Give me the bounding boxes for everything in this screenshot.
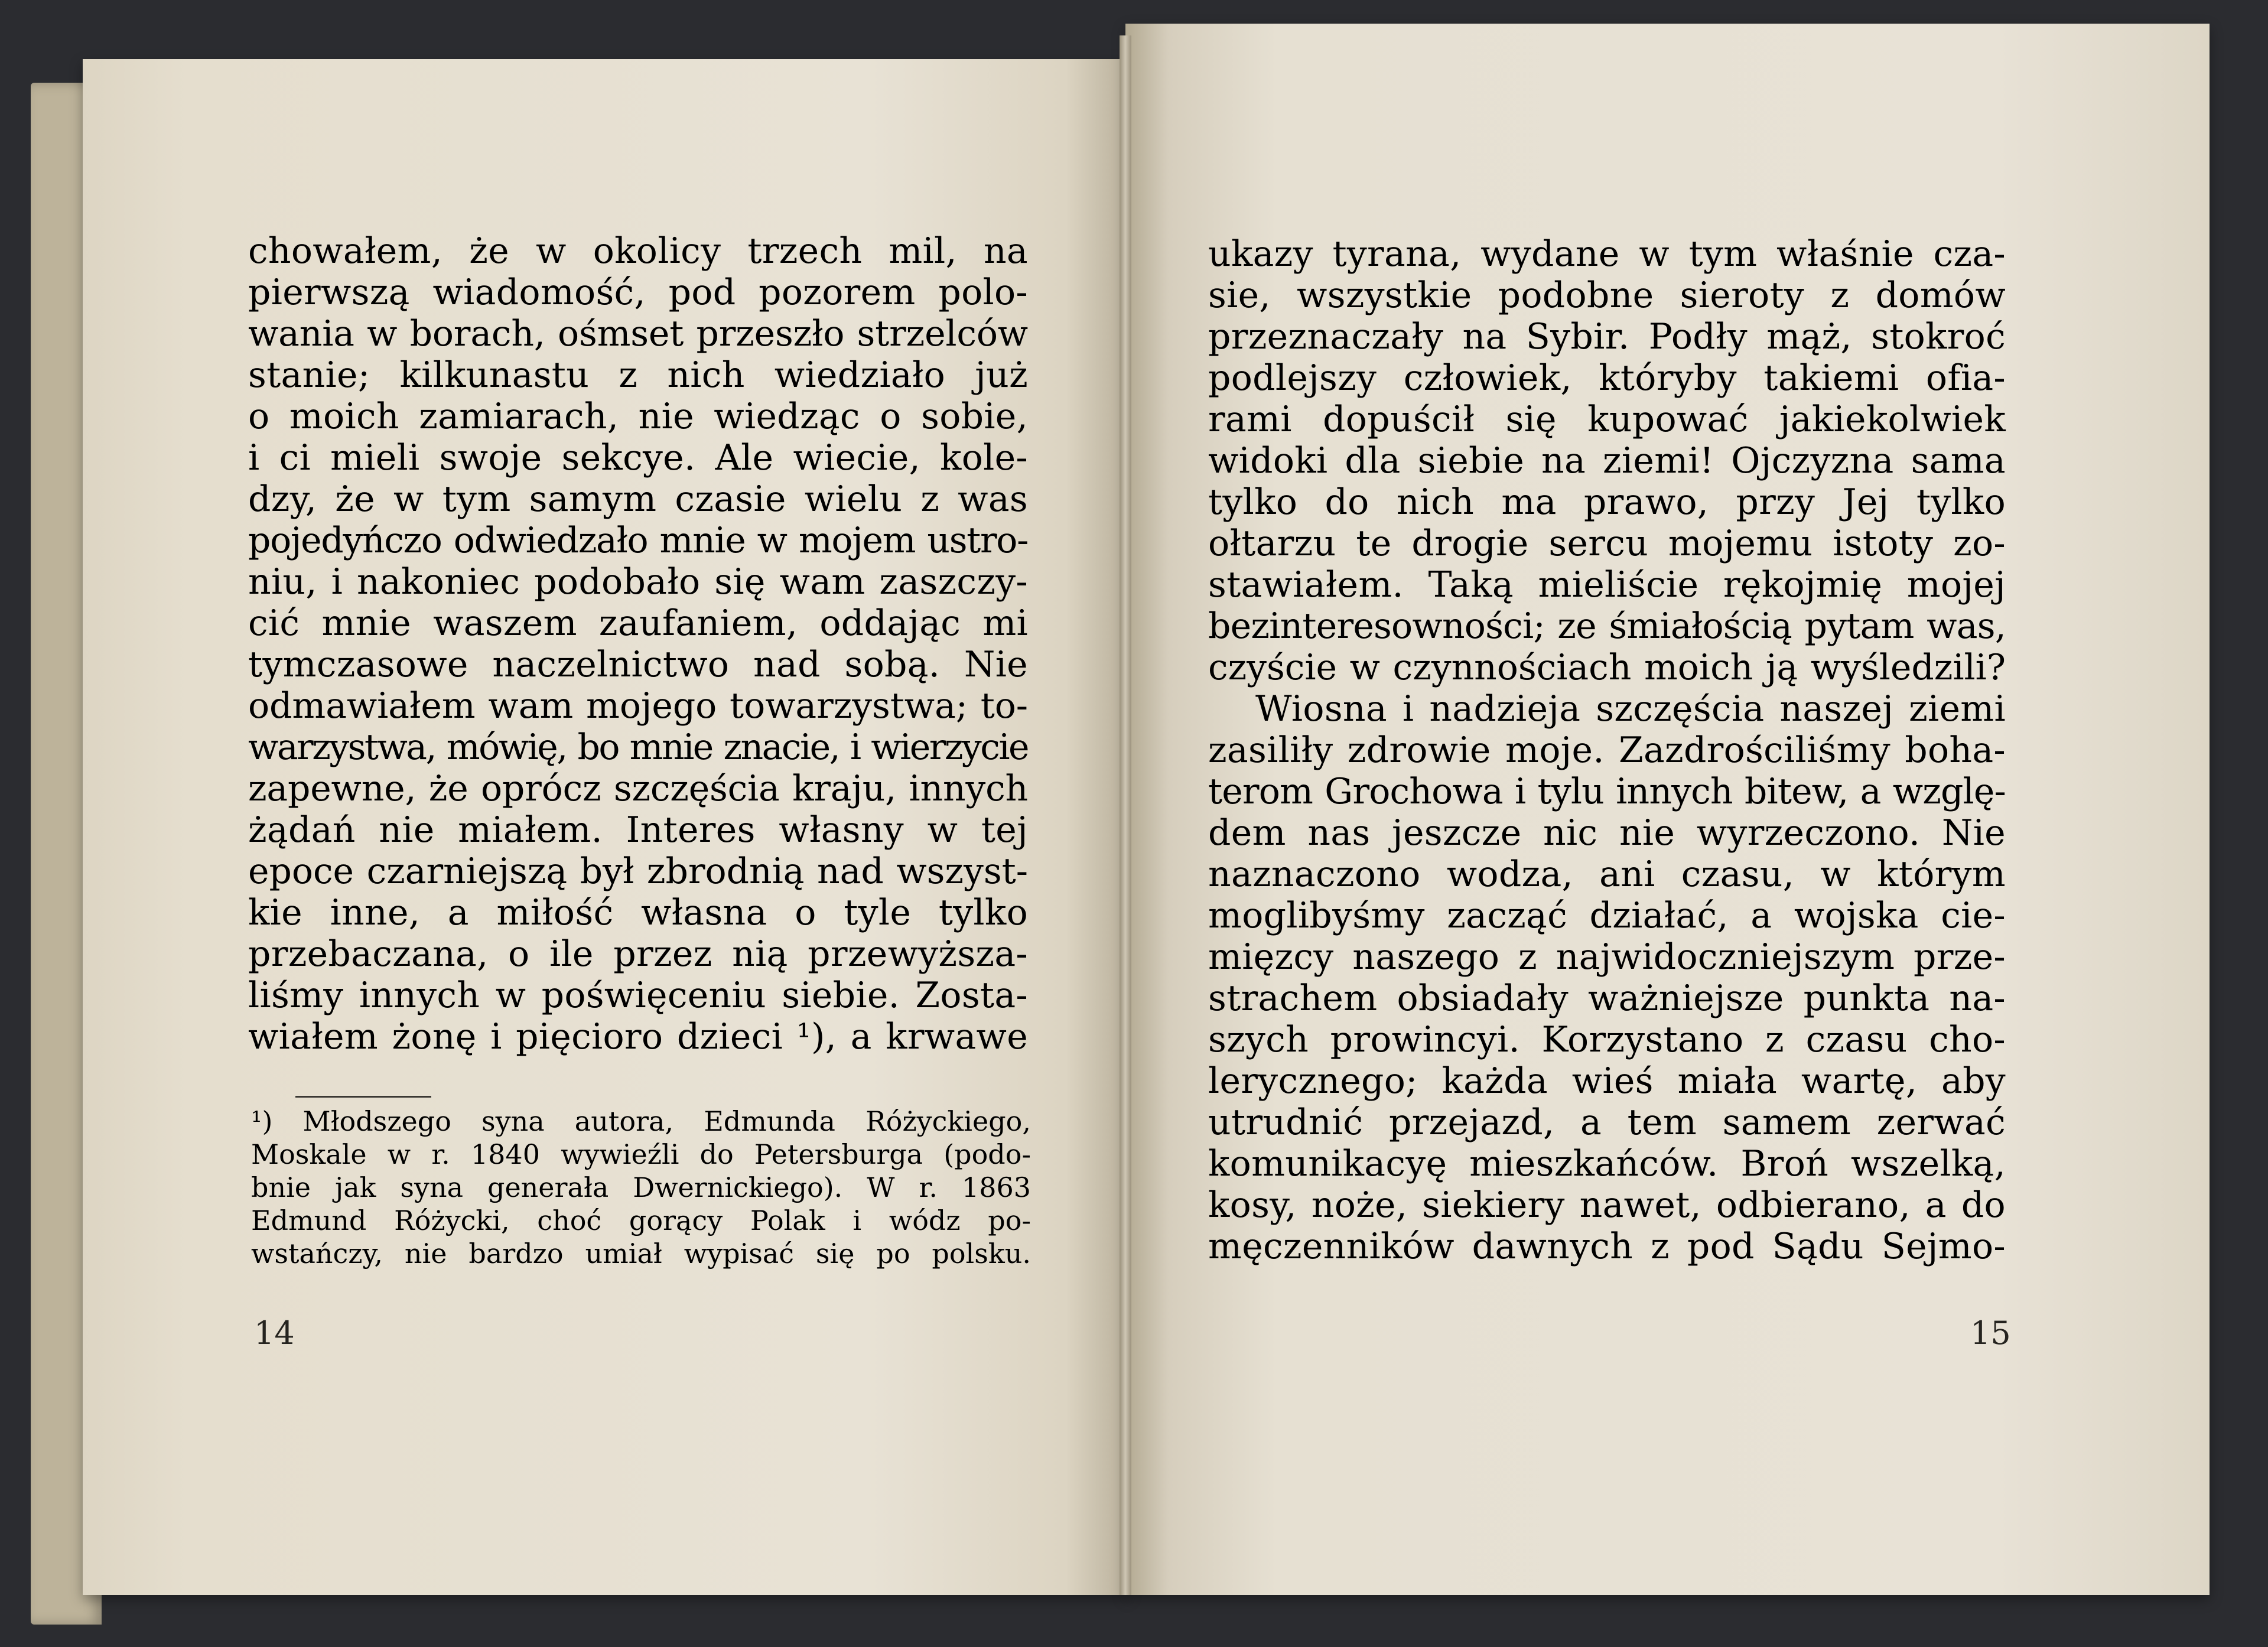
text-line: cić mnie waszem zaufaniem, oddając mi bbox=[248, 603, 1028, 644]
text-line: tylko do nich ma prawo, przy Jej tylko bbox=[1208, 481, 2006, 523]
text-line: utrudnić przejazd, a tem samem zerwać bbox=[1208, 1102, 2006, 1143]
footnote-line: Edmund Różycki, choć gorący Polak i wódz po- bbox=[251, 1205, 1031, 1236]
text-line: przeznaczały na Sybir. Podły mąż, stokroć bbox=[1208, 316, 2006, 357]
text-line: bezinteresowności; ze śmiałością pytam was, bbox=[1208, 606, 2006, 647]
text-line: liśmy innych w poświęceniu siebie. Zosta- bbox=[248, 975, 1028, 1016]
text-line: zapewne, że oprócz szczęścia kraju, innych bbox=[248, 768, 1028, 809]
text-line: kosy, noże, siekiery nawet, odbierano, a do bbox=[1208, 1184, 2006, 1226]
text-line: tymczasowe naczelnictwo nad sobą. Nie bbox=[248, 644, 1028, 685]
text-line: dzy, że w tym samym czasie wielu z was bbox=[248, 479, 1028, 520]
text-line: mięzcy naszego z najwidoczniejszym prze- bbox=[1208, 936, 2006, 978]
text-line: stawiałem. Taką mieliście rękojmię mojej bbox=[1208, 564, 2006, 606]
text-line: strachem obsiadały ważniejsze punkta na- bbox=[1208, 978, 2006, 1019]
text-line: ukazy tyrana, wydane w tym właśnie cza- bbox=[1208, 233, 2006, 275]
book-gutter bbox=[1120, 35, 1131, 1595]
footnote-line: Moskale w r. 1840 wywieźli do Petersburga (podo- bbox=[251, 1138, 1031, 1170]
footnote-divider bbox=[295, 1096, 431, 1098]
text-line: i ci mieli swoje sekcye. Ale wiecie, kole- bbox=[248, 437, 1028, 479]
text-line: dem nas jeszcze nic nie wyrzeczono. Nie bbox=[1208, 812, 2006, 854]
text-line: kie inne, a miłość własna o tyle tylko bbox=[248, 892, 1028, 933]
text-line: wania w borach, ośmset przeszło strzelców bbox=[248, 313, 1028, 354]
text-line: o moich zamiarach, nie wiedząc o sobie, bbox=[248, 396, 1028, 437]
text-line: moglibyśmy zacząć działać, a wojska cie- bbox=[1208, 895, 2006, 936]
text-line: męczenników dawnych z pod Sądu Sejmo- bbox=[1208, 1226, 2006, 1267]
text-line: przebaczana, o ile przez nią przewyższa- bbox=[248, 933, 1028, 975]
left-page-body-text bbox=[248, 230, 1028, 1057]
text-line: wiałem żonę i pięcioro dzieci ¹), a krwawe bbox=[248, 1016, 1028, 1057]
text-line: pojedyńczo odwiedzało mnie w mojem ustro- bbox=[248, 520, 1028, 561]
left-page-number: 14 bbox=[254, 1314, 295, 1352]
footnote-line: wstańczy, nie bardzo umiał wypisać się po polsku. bbox=[251, 1238, 1031, 1270]
text-line: rami dopuścił się kupować jakiekolwiek bbox=[1208, 399, 2006, 440]
text-line: epoce czarniejszą był zbrodnią nad wszyst- bbox=[248, 851, 1028, 892]
text-line: pierwszą wiadomość, pod pozorem polo- bbox=[248, 272, 1028, 313]
footnote bbox=[251, 1105, 1031, 1270]
text-line: niu, i nakoniec podobało się wam zaszczy- bbox=[248, 561, 1028, 603]
text-line: chowałem, że w okolicy trzech mil, na bbox=[248, 230, 1028, 272]
text-line: stanie; kilkunastu z nich wiedziało już bbox=[248, 354, 1028, 396]
footnote-line: bnie jak syna generała Dwernickiego). W r. 1863 bbox=[251, 1171, 1031, 1203]
text-line: komunikacyę mieszkańców. Broń wszelką, bbox=[1208, 1143, 2006, 1184]
text-line: żądań nie miałem. Interes własny w tej bbox=[248, 809, 1028, 851]
text-line: sie, wszystkie podobne sieroty z domów bbox=[1208, 275, 2006, 316]
text-line: warzystwa, mówię, bo mnie znacie, i wierzycie bbox=[248, 727, 1028, 768]
text-line: widoki dla siebie na ziemi! Ojczyzna sama bbox=[1208, 440, 2006, 481]
text-line: zasiliły zdrowie moje. Zazdrościliśmy boha- bbox=[1208, 730, 2006, 771]
right-page-body-text bbox=[1208, 233, 2006, 1267]
text-line: podlejszy człowiek, któryby takiemi ofia- bbox=[1208, 357, 2006, 399]
text-line: szych prowincyi. Korzystano z czasu cho- bbox=[1208, 1019, 2006, 1060]
footnote-line: ¹) Młodszego syna autora, Edmunda Różyckiego, bbox=[251, 1105, 1031, 1137]
text-line: ołtarzu te drogie sercu mojemu istoty zo- bbox=[1208, 523, 2006, 564]
text-line: odmawiałem wam mojego towarzystwa; to- bbox=[248, 685, 1028, 727]
text-line: czyście w czynnościach moich ją wyśledzili? bbox=[1208, 647, 2006, 688]
right-page-number: 15 bbox=[1970, 1314, 2011, 1352]
text-line-paragraph-start: Wiosna i nadzieja szczęścia naszej ziemi bbox=[1255, 688, 2006, 730]
text-line: naznaczono wodza, ani czasu, w którym bbox=[1208, 854, 2006, 895]
text-line: terom Grochowa i tylu innych bitew, a wzglę- bbox=[1208, 771, 2006, 812]
text-line: lerycznego; każda wieś miała wartę, aby bbox=[1208, 1060, 2006, 1102]
